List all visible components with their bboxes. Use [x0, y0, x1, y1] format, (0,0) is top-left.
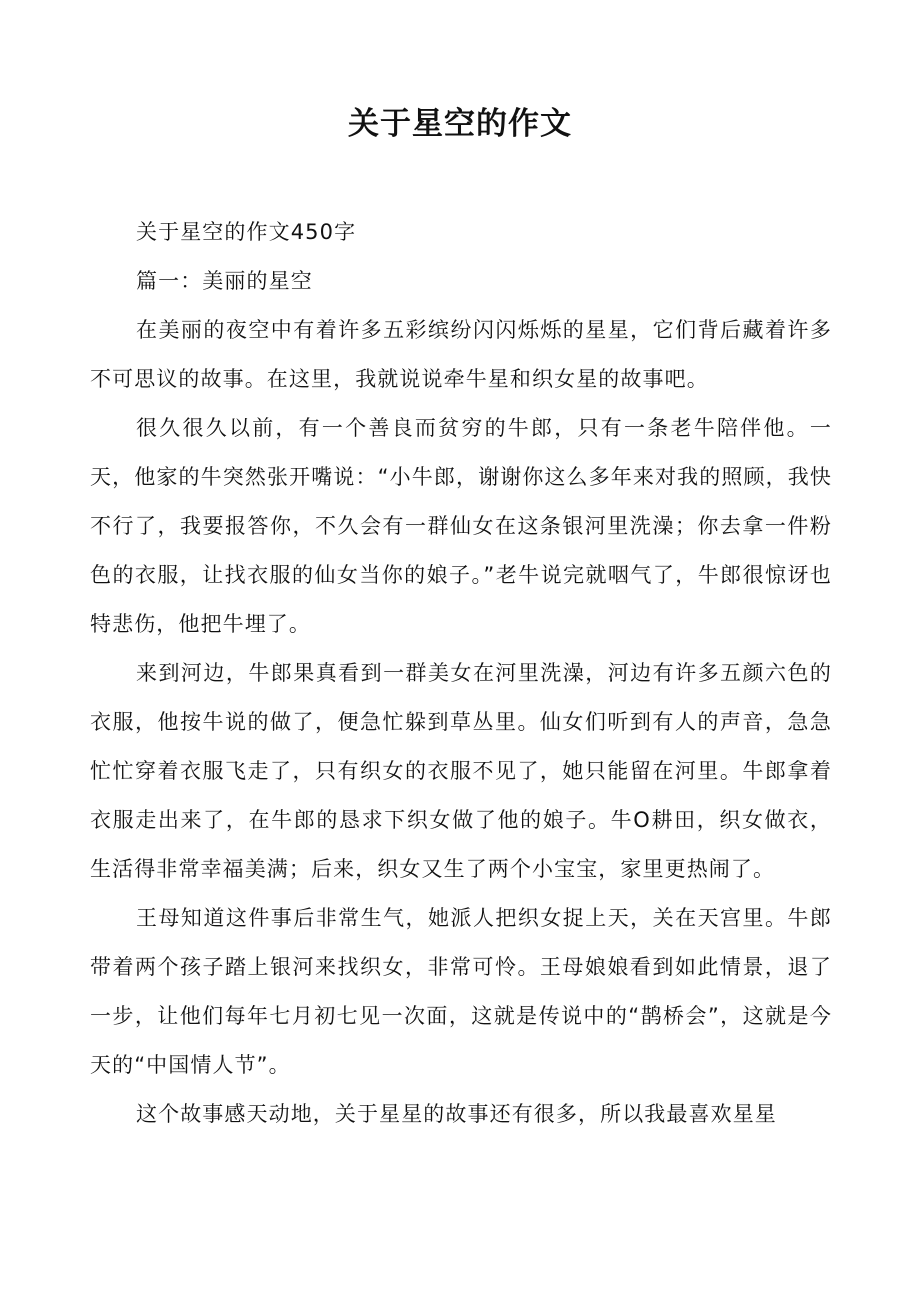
paragraph-subtitle: 关于星空的作文450字 — [136, 220, 357, 244]
document-body — [90, 208, 832, 1139]
paragraph-section-heading: 篇一：美丽的星空 — [136, 269, 313, 293]
paragraph-story-1: 很久很久以前，有一个善良而贫穷的牛郎，只有一条老牛陪伴他。一天，他家的牛突然张开嘴说：“小牛郎，谢谢你这么多年来对我的照顾，我快不行了，我要报答你，不久会有一群仙女在这条银河里洗澡；你去拿一件粉色的衣服，让找衣服的仙女当你的娘子。”老牛说完就咽气了，牛郎很惊讶也特悲伤，他把牛埋了。 — [90, 416, 832, 636]
paragraph-story-2: 来到河边，牛郎果真看到一群美女在河里洗澡，河边有许多五颜六色的衣服，他按牛说的做了，便急忙躲到草丛里。仙女们听到有人的声音，急急忙忙穿着衣服飞走了，只有织女的衣服不见了，她只能留在河里。牛郎拿着衣服走出来了，在牛郎的恳求下织女做了他的娘子。牛O耕田，织女做衣，生活得非常幸福美满；后来，织女又生了两个小宝宝，家里更热闹了。 — [90, 661, 832, 881]
paragraph-story-3: 王母知道这件事后非常生气，她派人把织女捉上天，关在天宫里。牛郎带着两个孩子踏上银河来找织女，非常可怜。王母娘娘看到如此情景，退了一步，让他们每年七月初七见一次面，这就是传说中的“鹊桥会”，这就是今天的“中国情人节”。 — [90, 906, 832, 1077]
paragraph-conclusion: 这个故事感天动地，关于星星的故事还有很多，所以我最喜欢星星 — [136, 1102, 777, 1126]
document-title: 关于星空的作文 — [348, 106, 572, 142]
paragraph-intro: 在美丽的夜空中有着许多五彩缤纷闪闪烁烁的星星，它们背后藏着许多不可思议的故事。在这里，我就说说牵牛星和织女星的故事吧。 — [90, 318, 832, 391]
